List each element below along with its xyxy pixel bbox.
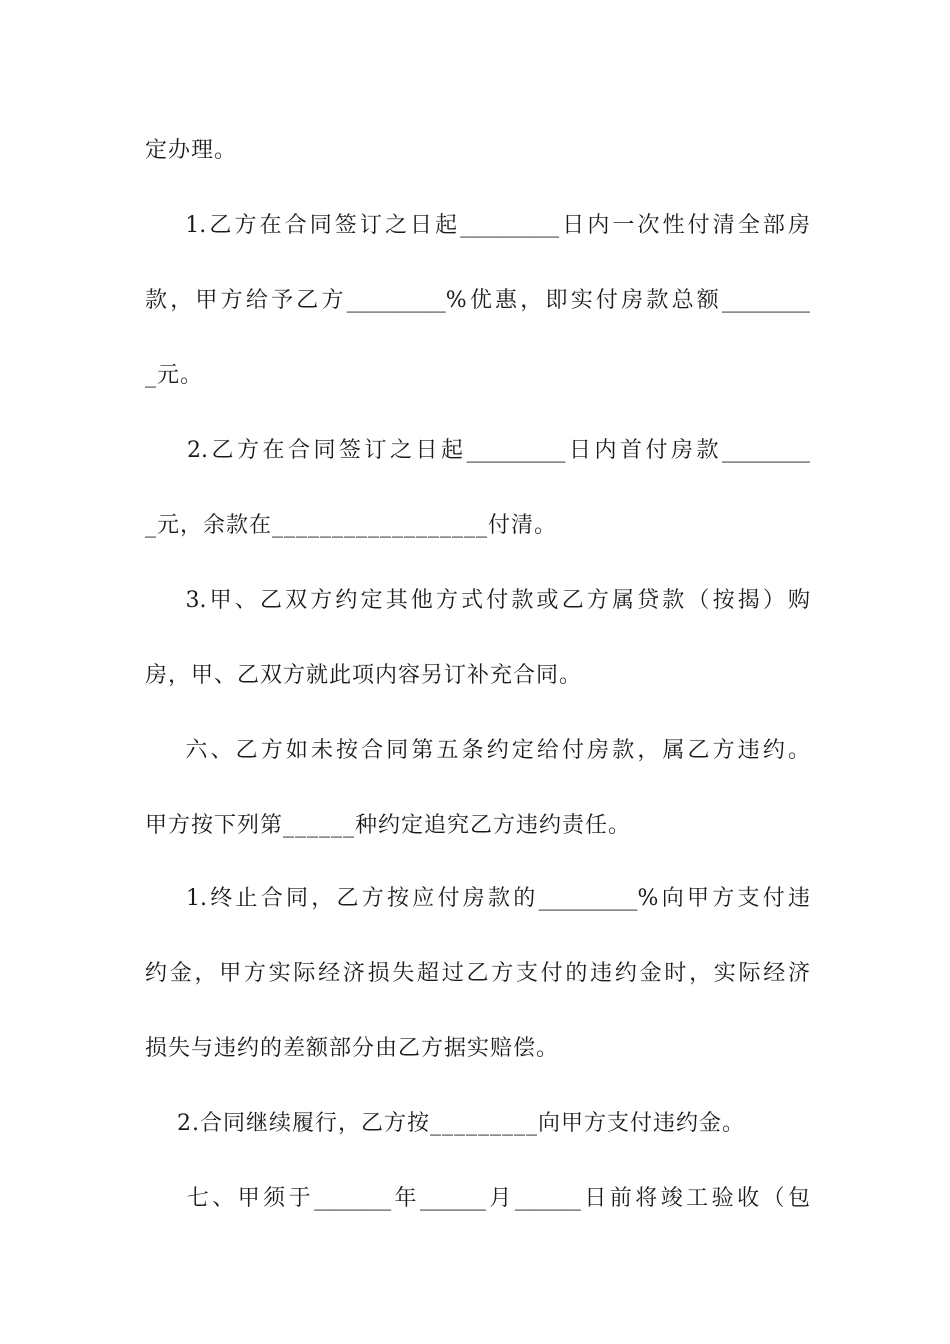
- text-line: 3.甲、乙双方约定其他方式付款或乙方属贷款（按揭）购: [145, 588, 810, 613]
- text-line: 2.合同继续履行，乙方按_________向甲方支付违约金。: [145, 1111, 745, 1136]
- text-line: 1.乙方在合同签订之日起_________日内一次性付清全部房: [145, 213, 810, 238]
- text-line: 甲方按下列第______种约定追究乙方违约责任。: [145, 813, 632, 838]
- text-line: 房，甲、乙双方就此项内容另订补充合同。: [145, 663, 583, 688]
- text-line: 2.乙方在合同签订之日起_________日内首付房款________: [145, 438, 810, 463]
- text-line: 定办理。: [145, 138, 238, 163]
- text-line: _元，余款在__________________付清。: [145, 513, 558, 538]
- text-line: 1.终止合同，乙方按应付房款的_________%向甲方支付违: [145, 886, 810, 911]
- text-line: 六、乙方如未按合同第五条约定给付房款，属乙方违约。: [145, 738, 810, 763]
- text-line: 约金，甲方实际经济损失超过乙方支付的违约金时，实际经济: [145, 961, 810, 986]
- text-line: 七、甲须于_______年______月______日前将竣工验收（包: [145, 1186, 810, 1211]
- text-line: _元。: [145, 363, 204, 388]
- text-line: 款，甲方给予乙方_________%优惠，即实付房款总额________: [145, 288, 810, 313]
- text-line: 损失与违约的差额部分由乙方据实赔偿。: [145, 1036, 560, 1061]
